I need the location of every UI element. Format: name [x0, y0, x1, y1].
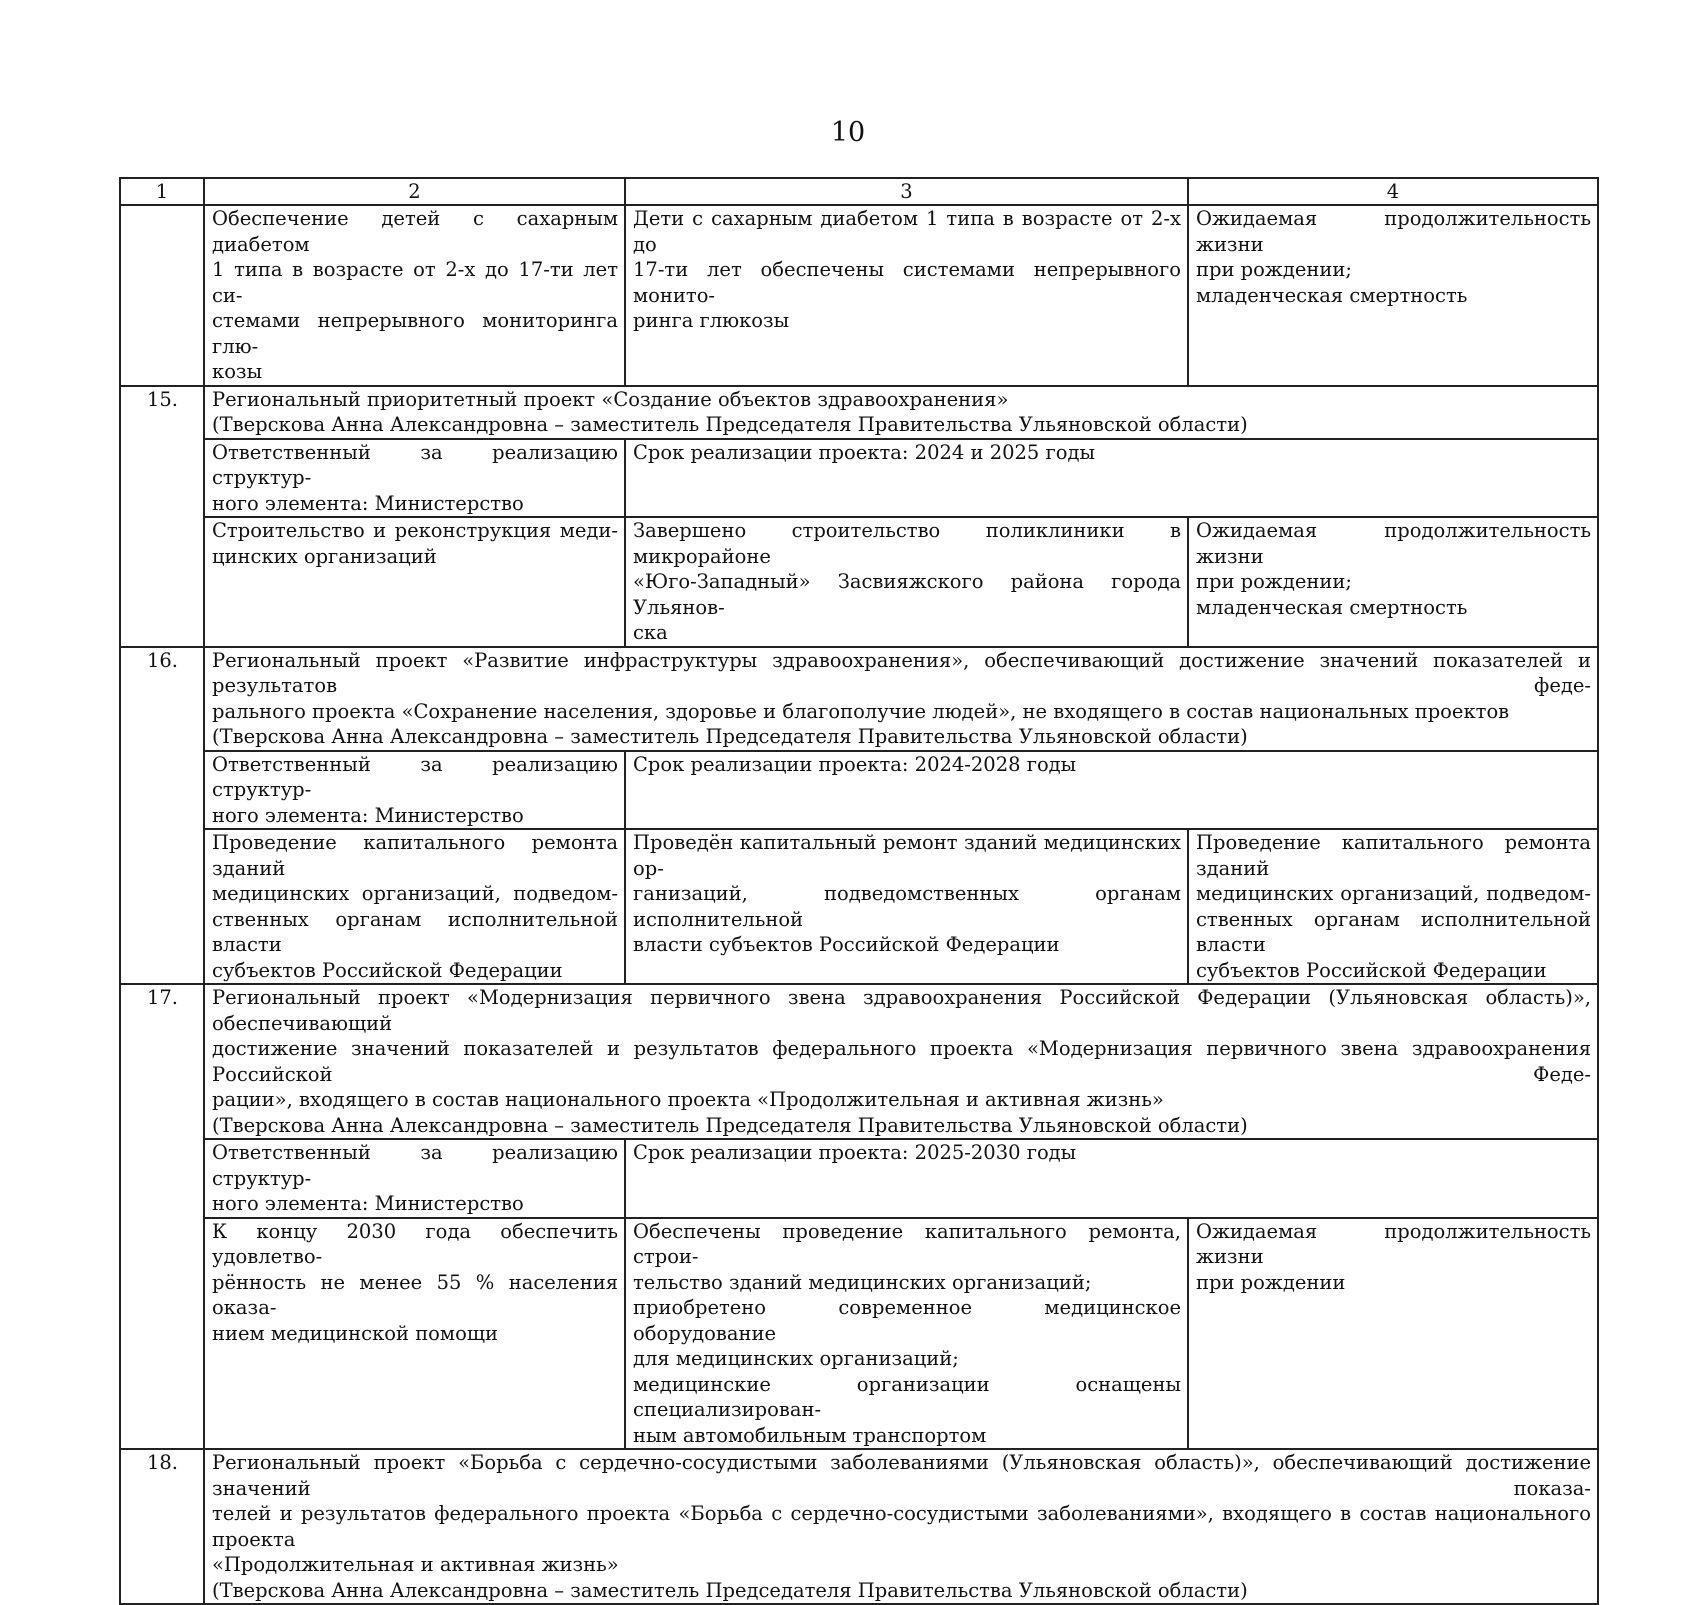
term-cell: Срок реализации проекта: 2024 и 2025 годы [625, 439, 1598, 518]
result-cell [625, 205, 1188, 386]
cell-line: Ожидаемая продолжительность жизни [1196, 207, 1591, 256]
responsible-cell [204, 1139, 625, 1218]
cell-line: ного элемента: Министерство [212, 803, 524, 827]
title-line: (Тверскова Анна Александровна – заместитель Председателя Правительства Ульяновской области) [212, 413, 1248, 436]
section-17-title-row [120, 984, 1598, 1139]
cell-line: ным автомобильным транспортом [633, 1423, 987, 1447]
cell-line: Проведение капитального ремонта зданий [212, 831, 618, 880]
cell-line: медицинских организаций, подведом- [1196, 882, 1591, 905]
cell-line: козы [212, 360, 263, 383]
header-col-3: 3 [625, 178, 1188, 205]
title-line: рального проекта «Сохранение населения, здоровье и благополучие людей», не входящего в состав национальных проектов [212, 699, 1510, 723]
section-15-title-row [120, 386, 1598, 439]
cell-line: 17-ти лет обеспечены системами непрерывного монито- [633, 258, 1181, 307]
cell-line: приобретено современное медицинское оборудование [633, 1296, 1181, 1345]
cell-line: ственных органам исполнительной власти [1196, 907, 1591, 956]
task-cell [204, 1218, 625, 1450]
title-line: Региональный проект «Развитие инфраструктуры здравоохранения», обеспечивающий достижение значений показателей и результатов феде- [212, 648, 1591, 697]
cell-line: Ответственный за реализацию структур- [212, 1141, 618, 1190]
cell-line: при рождении; [1196, 570, 1352, 593]
task-cell [204, 829, 625, 984]
title-line: Региональный приоритетный проект «Создание объектов здравоохранения» [212, 387, 1009, 411]
result-cell [625, 829, 1188, 984]
indicator-cell [1188, 829, 1598, 984]
cell-line: при рождении; [1196, 258, 1352, 281]
cell-line: Ответственный за реализацию структур- [212, 440, 618, 489]
term-cell: Срок реализации проекта: 2025-2030 годы [625, 1139, 1598, 1218]
cell-line: стемами непрерывного мониторинга глю- [212, 309, 618, 358]
section-17-responsible-row [120, 1139, 1598, 1218]
title-line: «Продолжительная и активная жизнь» [212, 1553, 619, 1576]
cell-line: Проведение капитального ремонта зданий [1196, 831, 1591, 880]
header-row [120, 178, 1598, 205]
indicator-cell [1188, 517, 1598, 647]
section-title [204, 647, 1598, 751]
cell-line: «Юго-Западный» Засвияжского района города Ульянов- [633, 570, 1181, 619]
section-15-responsible-row [120, 439, 1598, 518]
title-line: (Тверскова Анна Александровна – заместитель Председателя Правительства Ульяновской области) [212, 725, 1248, 748]
title-line: (Тверскова Анна Александровна – заместитель Председателя Правительства Ульяновской области) [212, 1113, 1248, 1137]
section-17-task-row [120, 1218, 1598, 1450]
cell-line: ного элемента: Министерство [212, 491, 524, 515]
cell-line: Ожидаемая продолжительность жизни [1196, 519, 1591, 568]
header-col-4: 4 [1188, 178, 1598, 205]
cell-line: власти субъектов Российской Федерации [633, 933, 1060, 956]
section-16-responsible-row [120, 751, 1598, 830]
title-line: достижение значений показателей и результатов федерального проекта «Модернизация первичного звена здравоохранения Российской Феде- [212, 1037, 1591, 1086]
cell-line: ска [633, 621, 668, 644]
cell-line: Ожидаемая продолжительность жизни [1196, 1219, 1591, 1268]
indicator-cell [1188, 1218, 1598, 1450]
cell-line: медицинских организаций, подведом- [212, 882, 618, 905]
section-16-task-row [120, 829, 1598, 984]
cell-line: Дети с сахарным диабетом 1 типа в возрасте от 2-х до [633, 207, 1181, 256]
indicator-cell [1188, 205, 1598, 386]
responsible-cell [204, 439, 625, 518]
cell-line: младенческая смертность [1196, 283, 1468, 307]
program-table [119, 177, 1599, 1605]
cell-line: Ответственный за реализацию структур- [212, 752, 618, 801]
title-line: Региональный проект «Модернизация первичного звена здравоохранения Российской Федерации (Ульяновская область)», обеспечивающий [212, 986, 1591, 1035]
cell-line: при рождении [1196, 1270, 1346, 1294]
title-line: Региональный проект «Борьба с сердечно-сосудистыми заболеваниями (Ульяновская область)», обеспечивающий достижение значений показа- [212, 1451, 1591, 1500]
cell-line: для медицинских организаций; [633, 1347, 959, 1370]
row-number-empty [120, 205, 204, 386]
header-col-2: 2 [204, 178, 625, 205]
title-line: телей и результатов федерального проекта «Борьба с сердечно-сосудистыми заболеваниями», входящего в состав национального проекта [212, 1502, 1591, 1551]
cell-line: нием медицинской помощи [212, 1321, 498, 1345]
row-number: 15. [120, 386, 204, 647]
result-cell [625, 517, 1188, 647]
title-line: рации», входящего в состав национального проекта «Продолжительная и активная жизнь» [212, 1088, 1164, 1111]
cell-line: ственных органам исполнительной власти [212, 907, 618, 956]
cell-line: Завершено строительство поликлиники в микрорайоне [633, 519, 1181, 568]
row-number: 16. [120, 647, 204, 985]
cell-line: К концу 2030 года обеспечить удовлетво- [212, 1219, 618, 1268]
section-15-task-row [120, 517, 1598, 647]
task-cell [204, 205, 625, 386]
section-title [204, 984, 1598, 1139]
cell-line: 1 типа в возрасте от 2-х до 17-ти лет си- [212, 258, 618, 307]
cell-line: Проведён капитальный ремонт зданий медицинских ор- [633, 831, 1181, 880]
term-cell: Срок реализации проекта: 2024-2028 годы [625, 751, 1598, 830]
section-18-title-row [120, 1449, 1598, 1604]
table-row-diabetes [120, 205, 1598, 386]
cell-line: рённость не менее 55 % населения оказа- [212, 1270, 618, 1319]
cell-line: ганизаций, подведомственных органам исполнительной [633, 882, 1181, 931]
title-line: (Тверскова Анна Александровна – заместитель Председателя Правительства Ульяновской области) [212, 1578, 1248, 1602]
cell-line: младенческая смертность [1196, 595, 1468, 619]
section-title [204, 1449, 1598, 1604]
page-number: 10 [830, 117, 866, 148]
section-16-title-row [120, 647, 1598, 751]
cell-line: субъектов Российской Федерации [212, 958, 563, 982]
cell-line: Обеспечены проведение капитального ремонта, строи- [633, 1219, 1181, 1268]
responsible-cell [204, 751, 625, 830]
row-number: 17. [120, 984, 204, 1449]
cell-line: тельство зданий медицинских организаций; [633, 1270, 1092, 1294]
task-cell [204, 517, 625, 647]
row-number: 18. [120, 1449, 204, 1604]
cell-line: Строительство и реконструкция меди- [212, 519, 618, 542]
cell-line: ного элемента: Министерство [212, 1192, 524, 1215]
header-col-1: 1 [120, 178, 204, 205]
cell-line: ринга глюкозы [633, 309, 790, 332]
section-title [204, 386, 1598, 439]
cell-line: субъектов Российской Федерации [1196, 958, 1547, 982]
cell-line: Обеспечение детей с сахарным диабетом [212, 207, 618, 256]
cell-line: цинских организаций [212, 544, 437, 568]
cell-line: медицинские организации оснащены специализирован- [633, 1372, 1181, 1421]
result-cell [625, 1218, 1188, 1450]
